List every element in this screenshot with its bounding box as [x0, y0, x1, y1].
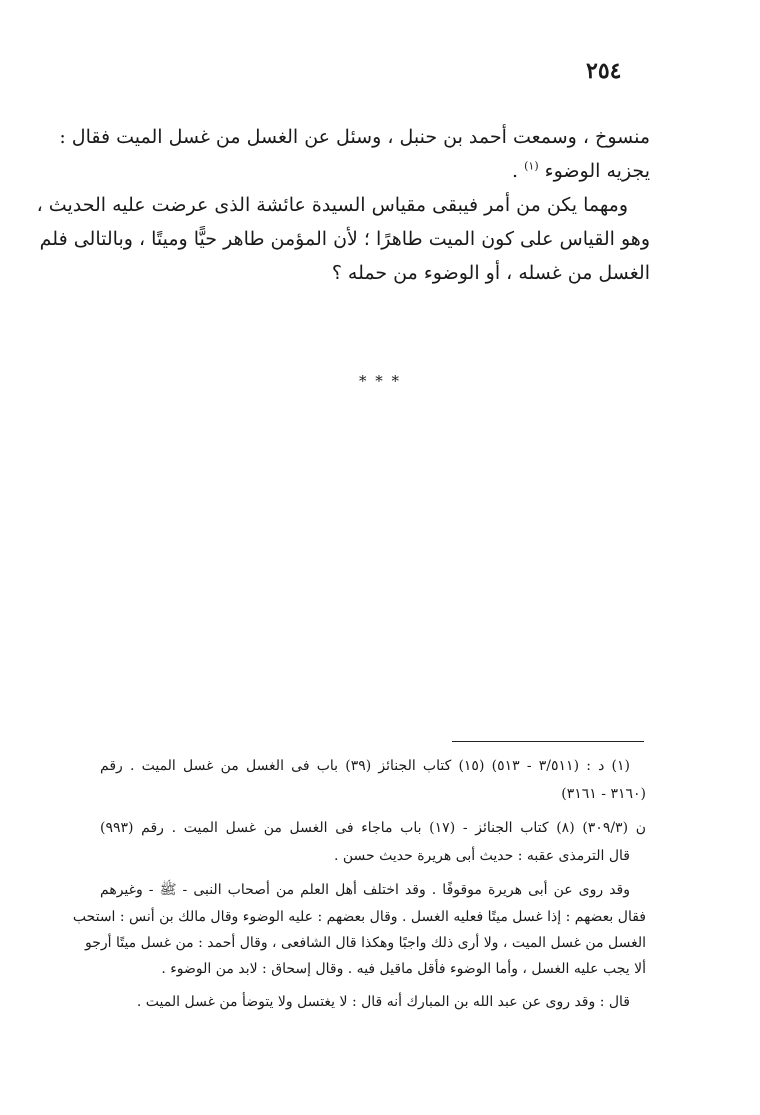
footnote-line-4: قال الترمذى عقبه : حديث أبى هريرة حديث حسن .: [333, 848, 630, 864]
main-text: [36, 120, 650, 290]
footnote-line-9: قال : وقد روى عن عبد الله بن المبارك أنه قال : لا يغتسل ولا يتوضأ من غسل الميت .: [136, 994, 630, 1010]
page-number: ٢٥٤: [586, 58, 622, 84]
footnote-line-1: (١) د : (٣/٥١١ - ٥١٣) (١٥) كتاب الجنائز (٣٩) باب فى الغسل من غسل الميت . رقم: [100, 758, 631, 774]
main-line-2-end: .: [512, 160, 519, 182]
footnote-divider: [452, 741, 644, 742]
main-line-1: منسوخ ، وسمعت أحمد بن حنبل ، وسئل عن الغسل من غسل الميت فقال :: [59, 126, 650, 148]
footnote-line-6: فقال بعضهم : إذا غسل ميتًا فعليه الغسل . وقال بعضهم : عليه الوضوء وقال مالك بن أنس : استحب: [72, 909, 646, 925]
section-separator: * * *: [358, 372, 402, 390]
footnotes: [72, 752, 646, 1016]
main-line-3: ومهما يكن من أمر فيبقى مقياس السيدة عائشة الذى عرضت عليه الحديث ،: [36, 194, 628, 216]
footnote-reference[interactable]: (١): [524, 159, 539, 173]
footnote-line-3: ن (٣٠٩/٣) (٨) كتاب الجنائز - (١٧) باب ماجاء فى الغسل من غسل الميت . رقم (٩٩٣): [100, 820, 646, 836]
footnote-line-5: وقد روى عن أبى هريرة موقوفًا . وقد اختلف أهل العلم من أصحاب النبى - ﷺ - وغيرهم: [100, 882, 630, 898]
footnote-line-2: (٣١٦٠ - ٣١٦١): [561, 786, 646, 802]
main-line-4: وهو القياس على كون الميت طاهرًا ؛ لأن المؤمن طاهر حيًّا وميتًا ، وبالتالى فلم: [39, 228, 650, 250]
main-line-2: [110, 154, 650, 188]
footnote-line-8: ألا يجب عليه الغسل ، وأما الوضوء فأقل ماقيل فيه . وقال إسحاق : لابد من الوضوء .: [161, 961, 646, 977]
main-line-2-text: يجزيه الوضوء: [544, 160, 650, 182]
footnote-line-7: الغسل من غسل الميت ، ولا أرى ذلك واجبًا وهكذا قال الشافعى ، وقال أحمد : من غسل ميتًا أرجو: [84, 935, 646, 951]
main-line-5: الغسل من غسله ، أو الوضوء من حمله ؟: [331, 262, 650, 284]
